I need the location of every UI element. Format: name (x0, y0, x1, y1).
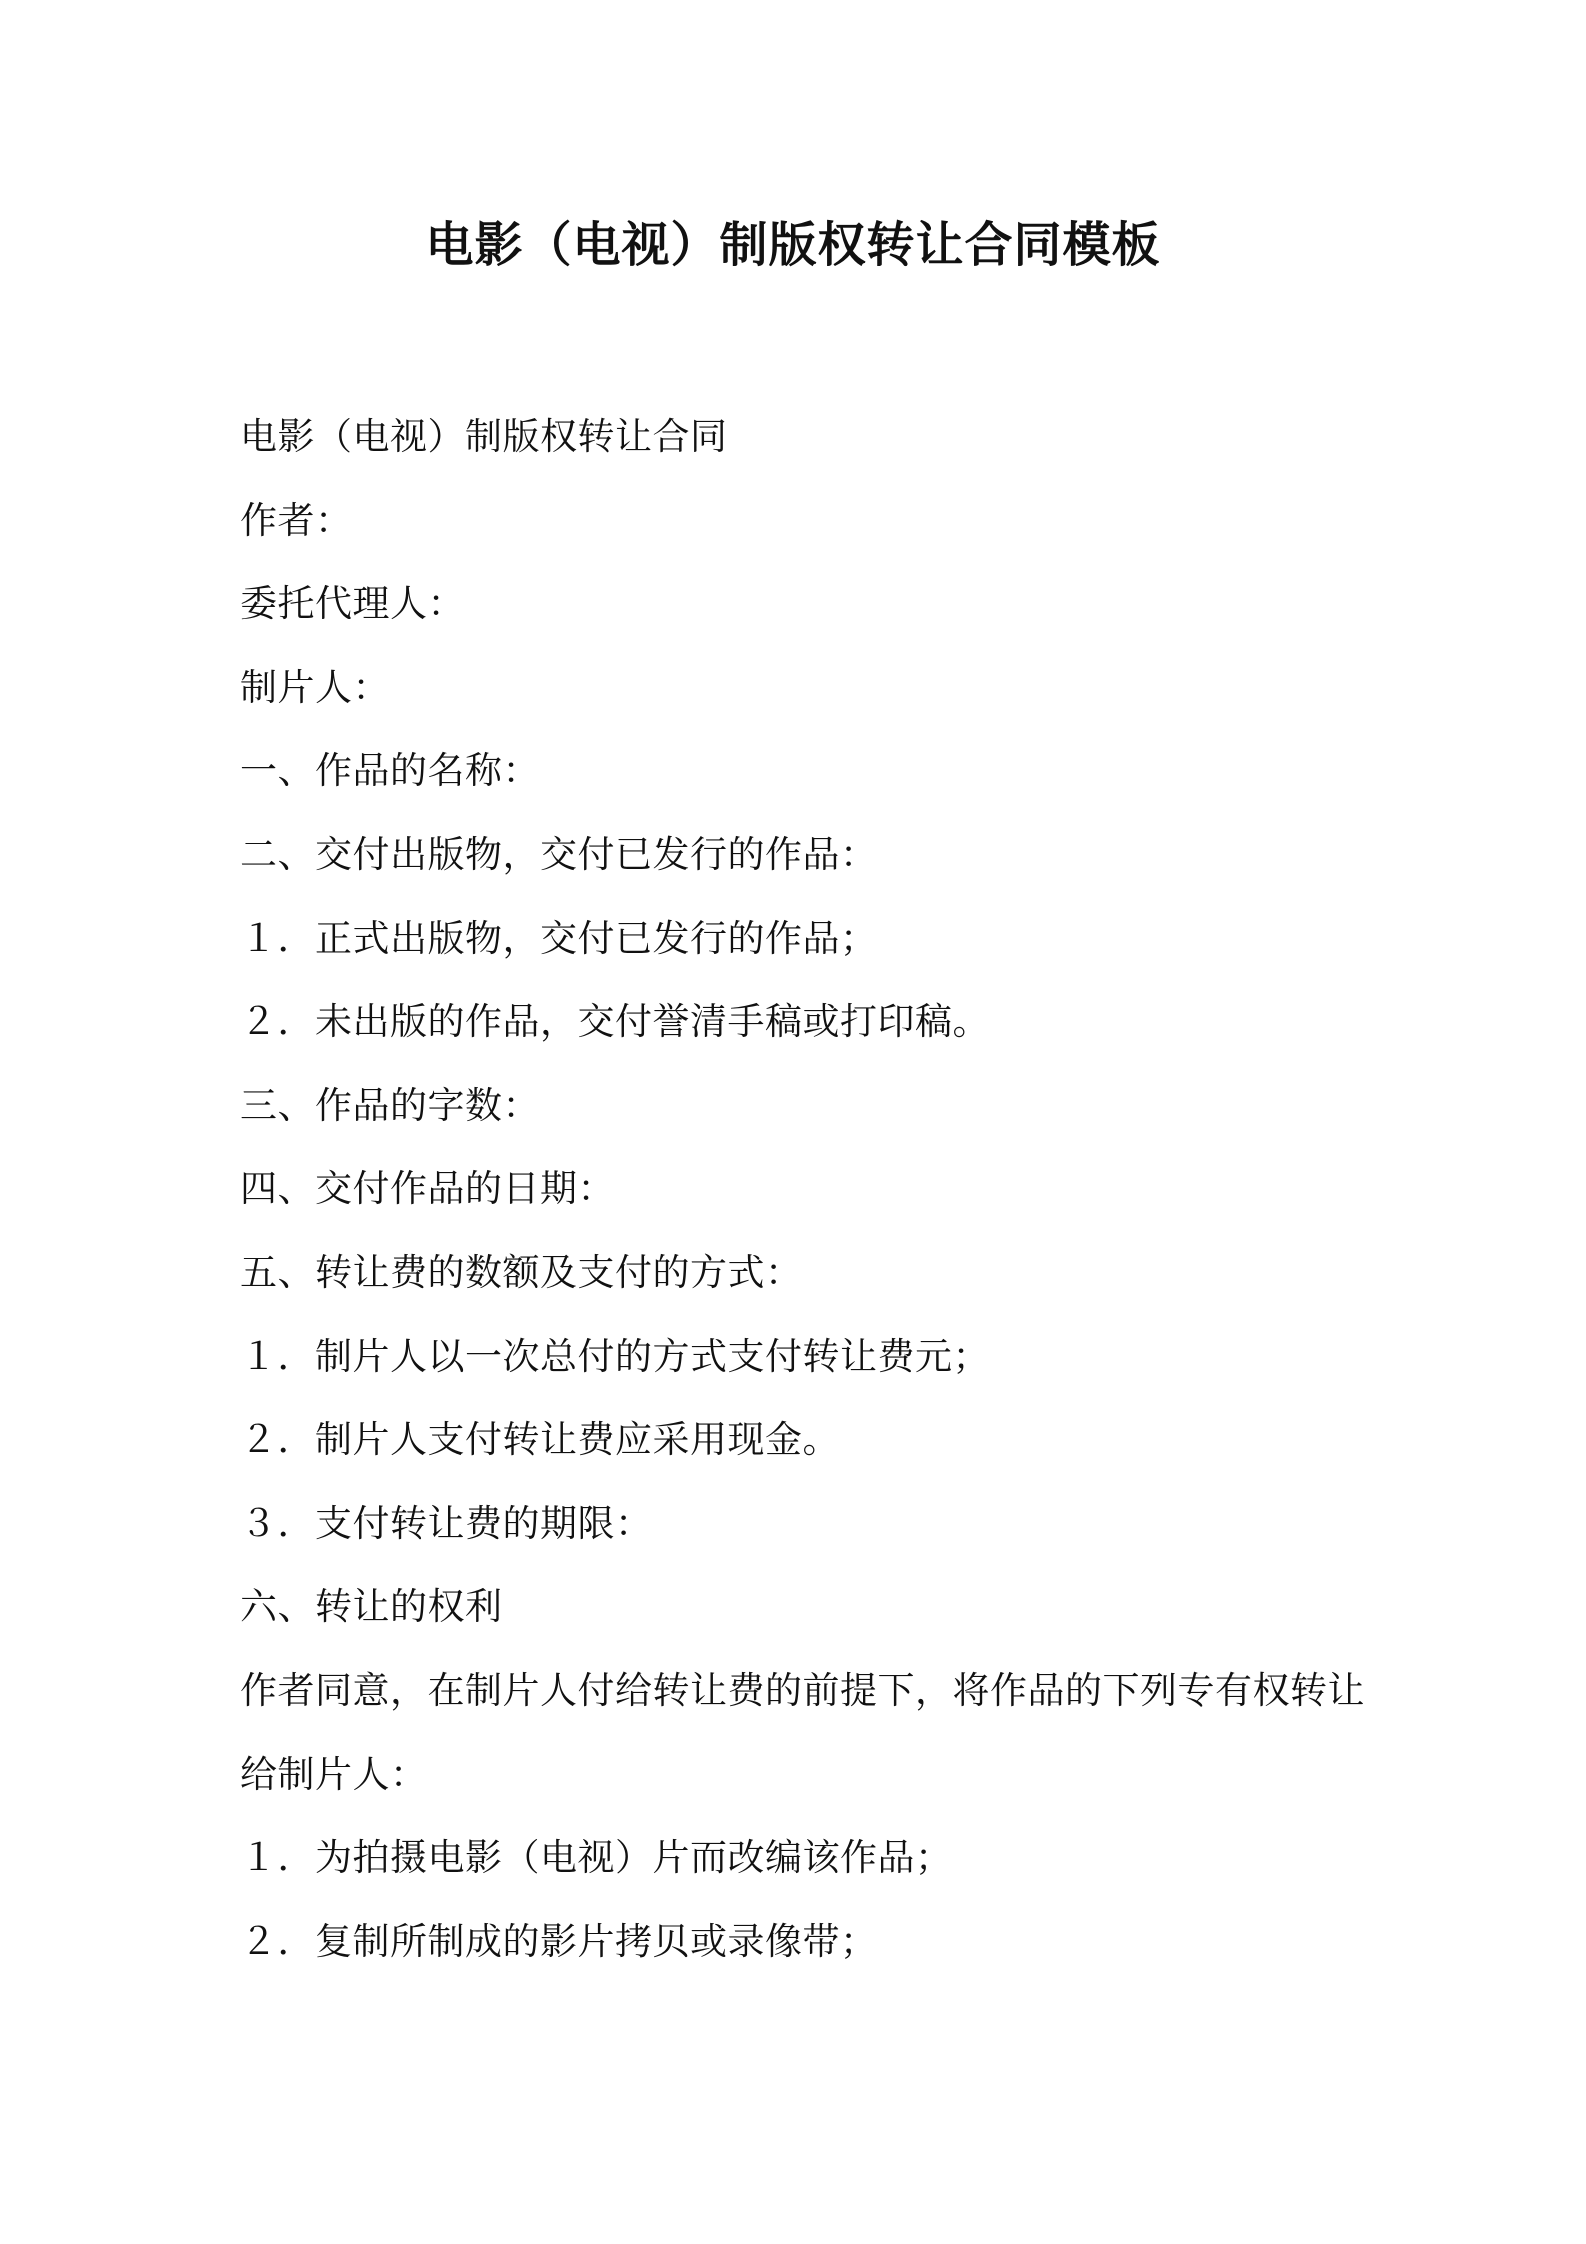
clause-delivery-item-2: ２．未出版的作品，交付誉清手稿或打印稿。 (240, 1000, 990, 1044)
clause-delivery: 二、交付出版物，交付已发行的作品： (240, 832, 878, 876)
author-line: 作者： (240, 498, 353, 542)
clause-rights-item-2: ２．复制所制成的影片拷贝或录像带； (240, 1919, 878, 1963)
clause-word-count: 三、作品的字数： (240, 1083, 540, 1127)
clause-delivery-item-1: １．正式出版物，交付已发行的作品； (240, 916, 878, 960)
clause-fee-item-1: １．制片人以一次总付的方式支付转让费元； (240, 1334, 990, 1378)
contract-heading-line: 电影（电视）制版权转让合同 (240, 415, 728, 458)
agent-line: 委托代理人： (240, 582, 465, 626)
clause-rights-text: 作者同意，在制片人付给转让费的前提下，将作品的下列专有权转让 (240, 1668, 1365, 1712)
clause-rights-text-continued: 给制片人： (240, 1752, 428, 1796)
document-title: 电影（电视）制版权转让合同模板 (425, 217, 1161, 273)
clause-rights: 六、转让的权利 (240, 1585, 503, 1629)
document-body (240, 402, 1390, 1990)
clause-fee: 五、转让费的数额及支付的方式： (240, 1250, 803, 1294)
clause-rights-item-1: １．为拍摄电影（电视）片而改编该作品； (240, 1836, 953, 1880)
clause-fee-item-2: ２．制片人支付转让费应采用现金。 (240, 1418, 840, 1462)
clause-delivery-date: 四、交付作品的日期： (240, 1167, 615, 1211)
clause-fee-item-3: ３．支付转让费的期限： (240, 1501, 653, 1545)
producer-line: 制片人： (240, 665, 390, 709)
clause-work-name: 一、作品的名称： (240, 749, 540, 793)
